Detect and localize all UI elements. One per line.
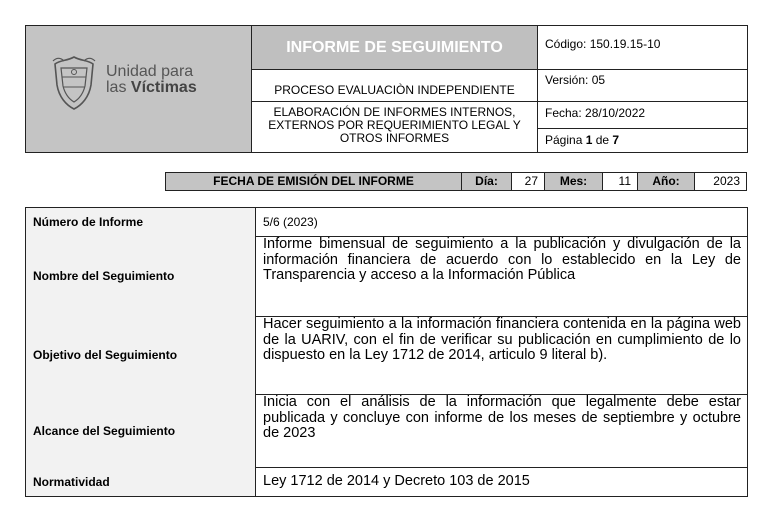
row-label: Objetivo del Seguimiento (26, 316, 256, 394)
year-label: Año: (638, 173, 695, 190)
day-value: 27 (512, 173, 545, 190)
logo-line-2: las Víctimas (106, 79, 197, 96)
logo-cell (26, 26, 252, 152)
row-value: Hacer seguimiento a la información financiera contenida en la página web de la UARIV, con el fin de verificar su publicación en cumplimiento de lo dispuesto en la Ley 1712 de 2014, articulo 9 literal b). (263, 316, 741, 363)
elaboration-text: ELABORACIÓN DE INFORMES INTERNOS, EXTERNOS POR REQUERIMIENTO LEGAL Y OTROS INFORMES (252, 102, 538, 152)
row-label: Normatividad (26, 467, 256, 496)
coat-of-arms-icon (51, 55, 97, 111)
table-row (26, 394, 747, 468)
document-date: Fecha: 28/10/2022 (538, 102, 747, 129)
table-row (26, 467, 747, 496)
document-code: Código: 150.19.15-10 (538, 26, 747, 70)
row-label: Alcance del Seguimiento (26, 394, 256, 467)
emission-date-row (165, 172, 747, 191)
month-value: 11 (603, 173, 638, 190)
document-title: INFORME DE SEGUIMIENTO (252, 26, 538, 70)
row-value: Ley 1712 de 2014 y Decreto 103 de 2015 (263, 473, 530, 490)
table-row (26, 316, 747, 395)
row-label: Nombre del Seguimiento (26, 236, 256, 316)
document-header (25, 25, 748, 153)
logo-wordmark (106, 64, 197, 96)
year-value: 2023 (713, 174, 740, 188)
table-row (26, 236, 747, 317)
table-row (26, 208, 747, 237)
row-value: Informe bimensual de seguimiento a la publicación y divulgación de la información financiera de acuerdo con lo establecido en la Ley de Transparencia y acceso a la Información Pública (263, 236, 741, 283)
logo-line-1: Unidad para (106, 63, 194, 80)
day-label: Día: (462, 173, 512, 190)
month-label: Mes: (545, 173, 603, 190)
document-version: Versión: 05 (538, 70, 747, 102)
page-indicator: Página 1 de 7 (545, 133, 620, 147)
row-label: Número de Informe (26, 208, 256, 236)
report-info-table (25, 207, 748, 497)
row-value: 5/6 (2023) (263, 214, 318, 229)
row-value: Inicia con el análisis de la información que legalmente debe estar publicada y concluye con informe de los meses de septiembre y octubre de 2023 (263, 394, 741, 441)
emission-label: FECHA DE EMISIÓN DEL INFORME (166, 173, 462, 190)
process-name: PROCESO EVALUACIÒN INDEPENDIENTE (252, 70, 538, 102)
